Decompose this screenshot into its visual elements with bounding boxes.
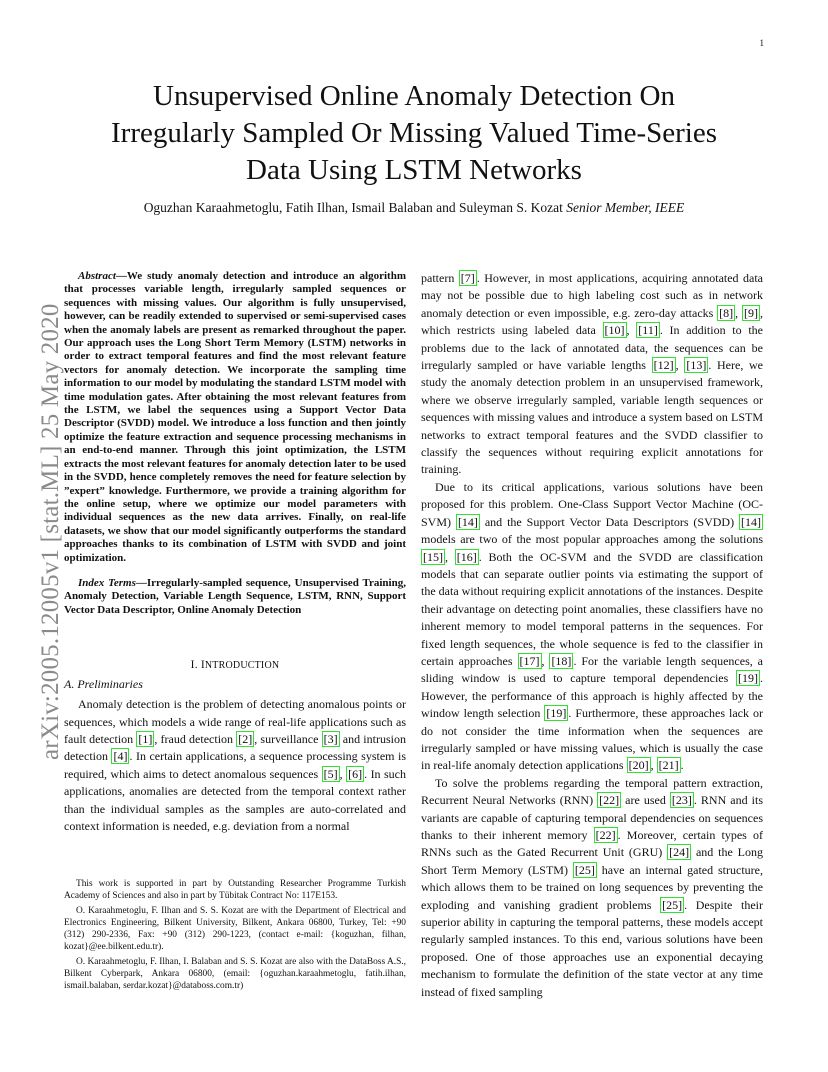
body-paragraph: Anomaly detection is the problem of detecting anomalous points or sequences, which models a wide range of real-life applications such as fault detection [1] , fraud detection [2] , surveillance [3] and intrusion detection [4] . In certain applications, a sequence processing system is required, which aims to detect anomalous sequences [5] , [6] . In such applications, anomalies are detected from the temporal context rather than the individual samples as the samples are auto-correlated and context information is needed, e.g. deviation from a normal: [64, 697, 406, 833]
citation-link[interactable]: [18]: [551, 653, 572, 668]
title-line-2: Irregularly Sampled Or Missing Valued Time-Series: [111, 117, 717, 149]
citation-link[interactable]: [21]: [658, 758, 679, 773]
left-column: [64, 270, 406, 835]
section-title-rest: NTRODUCTION: [204, 660, 280, 672]
right-column: [421, 270, 763, 1001]
index-terms: Index Terms—Irregularly-sampled sequence, Unsupervised Training, Anomaly Detection, Variable Length Sequence, LSTM, RNN, Support Vector Data Descriptor, Online Anomaly Detection: [64, 576, 406, 616]
citation-link[interactable]: [15]: [423, 549, 443, 564]
paper-title: [60, 78, 768, 189]
citation-link[interactable]: [7]: [460, 271, 475, 285]
footnote: O. Karaahmetoglu, F. Ilhan and S. S. Kozat are with the Department of Electrical and Electronics Engineering, Bilkent University, Bilkent, Ankara 06800, Turkey, Tel: +90 (312) 290-2336, Fax: +90 (312) 290-1223, (contact e-mail: {koguzhan, filhan, kozat}@ee.bilkent.edu.tr).: [64, 906, 406, 952]
body-paragraph: Due to its critical applications, various solutions have been proposed for this problem. One-Class Support Vector Machine (OC-SVM) [14] and the Support Vector Data Descriptors (SVDD) [14] models are two of the most popular approaches among the solutions [15] , [16] . Both the OC-SVM and the SVDD are classification models that can separate outlier points via estimating the support of the data without requiring explicit annotations of the instances. Despite their advantage on detecting point anomalies, these classifiers have no inherent memory to model temporal patterns in the sequences. For fixed length sequences, the whole sequence is fed to the classifier in certain approaches [17] , [18] . For the variable length sequences, a sliding window is used to capture temporal dependencies [19] . However, the performance of this approach is highly affected by the window length selection [19] . Furthermore, these approaches lack or do not consider the time information when the sequences are irregularly sampled or have missing values, which is usually the case in real-life anomaly detection applications [20] , [21] .: [421, 479, 764, 773]
index-terms-text: Irregularly-sampled sequence, Unsupervised Training, Anomaly Detection, Variable Length Sequence, LSTM, RNN, Support Vector Data Descriptor, Online Anomaly Detection: [64, 576, 406, 616]
body-paragraph: To solve the problems regarding the temporal pattern extraction, Recurrent Neural Networks (RNN) [22] are used [23] . RNN and its variants are capable of capturing temporal dependencies on sequences thanks to their inherent memory [22] . Moreover, certain types of RNNs such as the Gated Recurrent Unit (GRU) [24] and the Long Short Term Memory (LSTM) [25] have an internal gated structure, which allows them to be trained on long sequences by preventing the exploding and vanishing gradient problems [25] . Despite their superior ability in capturing the temporal patterns, these models accept regularly sampled instances. To this end, various solutions have been proposed. One of those approaches use an exponential decaying mechanism to formulate the definition of the state vector at any time instead of fixed sampling: [421, 775, 764, 999]
citation-link[interactable]: [12]: [653, 358, 674, 373]
citation-link[interactable]: [5]: [323, 766, 338, 781]
footnote: This work is supported in part by Outstanding Researcher Programme Turkish Academy of Sciences and also in part by Tübitak Contract No: 117E153.: [64, 879, 406, 901]
citation-link[interactable]: [14]: [741, 514, 761, 529]
abstract: Abstract—We study anomaly detection and introduce an algorithm that processes variable length, irregularly sampled sequences or sequences with missing values. Our algorithm is fully unsupervised, however, can be readily extended to supervised or semi-supervised cases when the anomaly labels are present as remarked throughout the paper. Our approach uses the Long Short Term Memory (LSTM) networks in order to extract temporal features and find the most relevant feature vectors for anomaly detection. We incorporate the sampling time information to our model by modulating the standard LSTM model with time modulation gates. After obtaining the most relevant features from the LSTM, we label the sequences using a Support Vector Data Descriptor (SVDD) model. We introduce a loss function and then jointly optimize the feature extraction and sequence processing mechanisms in an end-to-end manner. Through this joint optimization, the LSTM extracts the most relevant features for anomaly detection later to be used in the SVDD, hence completely removes the need for feature selection by ”expert” knowledge. Furthermore, we provide a training algorithm for the online setup, where we optimize our model parameters with individual sequences as the new data arrives. Finally, on real-life datasets, we show that our model significantly outperforms the standard approaches thanks to its combination of LSTM with SVDD and joint optimization.: [64, 270, 406, 564]
citation-link[interactable]: [19]: [546, 706, 567, 721]
citation-link[interactable]: [17]: [519, 653, 540, 668]
citation-link[interactable]: [16]: [456, 549, 477, 564]
subsection-heading-preliminaries: A. Preliminaries: [64, 677, 143, 692]
body-paragraph: pattern [7] . However, in most applications, acquiring annotated data may not be possible due to high labeling cost such as in network anomaly detection or even impossible, e.g. zero-day attacks [8] , [9] , which restricts using labeled data [10] , [11] . In addition to the problems due to the lack of annotated data, the sequences can be irregularly sampled or have variable lengths [12] , [13] . Here, we study the anomaly detection problem in an unsupervised framework, where we observe irregularly sampled, variable length sequences or sequences with missing values and introduce a system based on LSTM networks to extract temporal features and the SVDD classifier to classify the sequences without requiring explicit annotations for training.: [421, 271, 764, 477]
section-number: I.: [190, 659, 201, 672]
citation-link[interactable]: [13]: [686, 358, 707, 373]
citation-link[interactable]: [2]: [238, 731, 253, 746]
citation-link[interactable]: [11]: [638, 323, 658, 338]
citation-link[interactable]: [9]: [744, 305, 758, 320]
section-title-first: I: [200, 659, 205, 672]
arxiv-identifier[interactable]: arXiv:2005.12005v1 [stat.ML] 25 May 2020: [37, 303, 64, 760]
citation-link[interactable]: [8]: [719, 305, 734, 320]
title-line-3: Data Using LSTM Networks: [246, 154, 582, 186]
citation-link[interactable]: [22]: [595, 828, 616, 842]
citation-link[interactable]: [20]: [628, 758, 649, 773]
title-line-1: Unsupervised Online Anomaly Detection On: [153, 80, 675, 112]
citation-link[interactable]: [1]: [138, 731, 153, 746]
index-terms-lead: Index Terms: [78, 576, 136, 589]
author-names: Oguzhan Karaahmetoglu, Fatih Ilhan, Ismail Balaban and Suleyman S. Kozat: [143, 200, 563, 215]
section-heading-introduction: [64, 659, 406, 671]
citation-link[interactable]: [23]: [671, 793, 692, 808]
footnote: O. Karaahmetoglu, F. Ilhan, I. Balaban and S. S. Kozat are also with the DataBoss A.S., Bilkent Cyberpark, Ankara 06800, (email: {oguzhan.karaahmetoglu, fatih.ilhan, ismail.balaban, serdar.kozat}@databoss.com.tr): [64, 957, 406, 991]
citation-link[interactable]: [22]: [599, 793, 620, 808]
citation-link[interactable]: [3]: [323, 731, 338, 746]
author-list: [60, 200, 768, 216]
citation-link[interactable]: [4]: [113, 749, 128, 764]
citation-link[interactable]: [19]: [738, 671, 758, 686]
page-number: 1: [759, 38, 764, 48]
footnotes: [64, 878, 406, 995]
author-membership: Senior Member, IEEE: [566, 200, 685, 215]
citation-link[interactable]: [10]: [604, 323, 625, 338]
citation-link[interactable]: [24]: [669, 845, 690, 860]
citation-link[interactable]: [25]: [574, 862, 595, 877]
abstract-text: We study anomaly detection and introduce an algorithm that processes variable length, irregularly sampled sequences or sequences with missing values. Our algorithm is fully unsupervised, however, can be readily extended to supervised or semi-supervised cases when the anomaly labels are present as remarked throughout the paper. Our approach uses the Long Short Term Memory (LSTM) networks in order to extract temporal features and find the most relevant feature vectors for anomaly detection. We incorporate the sampling time information to our model by modulating the standard LSTM model with time modulation gates. After obtaining the most relevant features from the LSTM, we label the sequences using a Support Vector Data Descriptor (SVDD) model. We introduce a loss function and then jointly optimize the feature extraction and sequence processing mechanisms in an end-to-end manner. Through this joint optimization, the LSTM extracts the most relevant features for anomaly detection later to be used in the SVDD, hence completely removes the need for feature selection by ”expert” knowledge. Furthermore, we provide a training algorithm for the online setup, where we optimize our model parameters with individual sequences as the new data arrives. Finally, on real-life datasets, we show that our model significantly outperforms the standard approaches thanks to its combination of LSTM with SVDD and joint optimization.: [64, 270, 406, 564]
citation-link[interactable]: [14]: [457, 514, 478, 529]
citation-link[interactable]: [6]: [348, 766, 363, 781]
abstract-lead: Abstract: [78, 270, 116, 282]
citation-link[interactable]: [25]: [662, 897, 683, 912]
